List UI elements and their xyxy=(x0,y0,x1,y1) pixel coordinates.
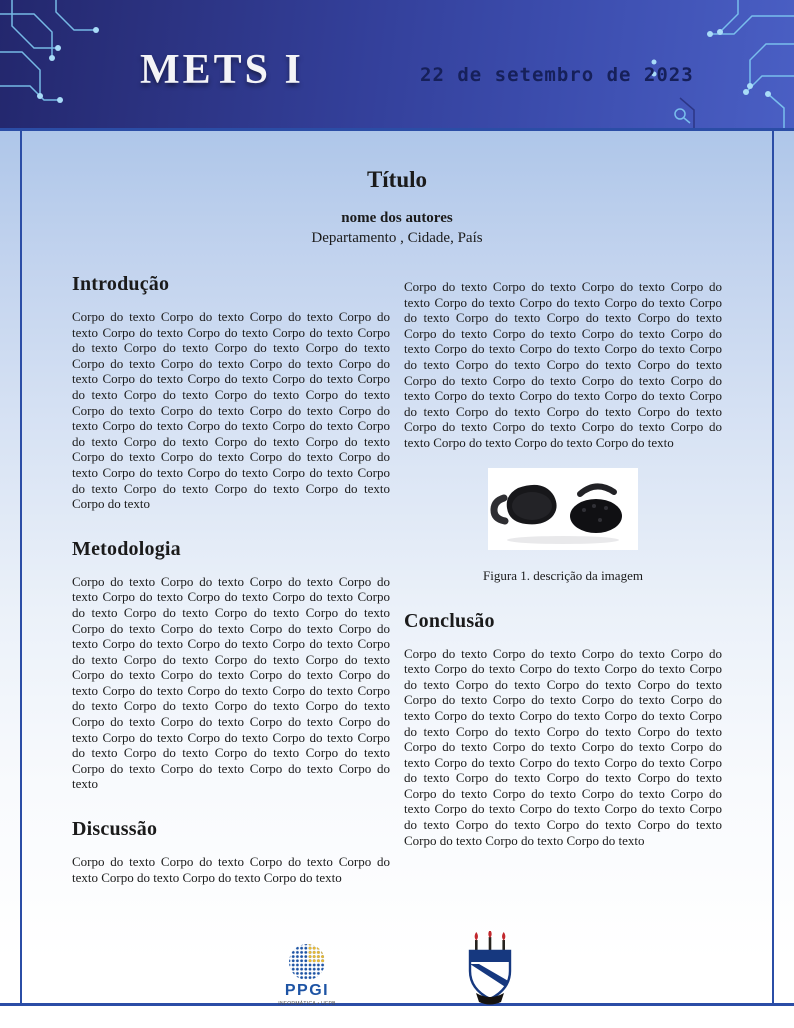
figure-1 xyxy=(404,468,722,584)
event-date: 22 de setembro de 2023 xyxy=(420,64,694,86)
ppgi-logo xyxy=(278,942,335,1007)
continuation-paragraph: Corpo do texto Corpo do texto Corpo do texto Corpo do texto Corpo do texto Corpo do texto Corpo do texto Corpo do texto Corpo do texto Corpo do texto Corpo do texto Corpo do texto Corpo do texto Corpo do texto Corpo do texto Corpo do texto Corpo do texto Corpo do texto Corpo do texto Corpo do texto Corpo do texto Corpo do texto Corpo do texto Corpo do texto Corpo do texto Corpo do texto Corpo do texto Corpo do texto Corpo do texto Corpo do texto Corpo do texto Corpo do texto Corpo do texto Corpo do texto Corpo do texto Corpo do texto Corpo do texto Corpo do texto Corpo do texto Corpo do texto xyxy=(404,279,722,450)
ppgi-globe-icon xyxy=(287,942,327,982)
ppgi-subtitle: INFORMÁTICA • UFPB xyxy=(278,1001,336,1007)
metodologia-paragraph: Corpo do texto Corpo do texto Corpo do texto Corpo do texto Corpo do texto Corpo do texto Corpo do texto Corpo do texto Corpo do texto Corpo do texto Corpo do texto Corpo do texto Corpo do texto Corpo do texto Corpo do texto Corpo do texto Corpo do texto Corpo do texto Corpo do texto Corpo do texto Corpo do texto Corpo do texto Corpo do texto Corpo do texto Corpo do texto Corpo do texto Corpo do texto Corpo do texto Corpo do texto Corpo do texto Corpo do texto Corpo do texto Corpo do texto Corpo do texto Corpo do texto Corpo do texto Corpo do texto Corpo do texto Corpo do texto Corpo do texto Corpo do texto Corpo do texto Corpo do texto Corpo do texto Corpo do texto Corpo do texto Corpo do texto Corpo do texto xyxy=(72,573,390,792)
ufpb-logo xyxy=(464,931,516,1007)
ppgi-wordmark: PPGI xyxy=(284,982,330,1000)
section-heading-metodologia: Metodologia xyxy=(72,537,181,560)
conclusao-paragraph: Corpo do texto Corpo do texto Corpo do texto Corpo do texto Corpo do texto Corpo do texto Corpo do texto Corpo do texto Corpo do texto Corpo do texto Corpo do texto Corpo do texto Corpo do texto Corpo do texto Corpo do texto Corpo do texto Corpo do texto Corpo do texto Corpo do texto Corpo do texto Corpo do texto Corpo do texto Corpo do texto Corpo do texto Corpo do texto Corpo do texto Corpo do texto Corpo do texto Corpo do texto Corpo do texto Corpo do texto Corpo do texto Corpo do texto Corpo do texto Corpo do texto Corpo do texto Corpo do texto Corpo do texto Corpo do texto Corpo do texto Corpo do texto Corpo do texto Corpo do texto Corpo do texto Corpo do texto Corpo do texto Corpo do texto xyxy=(404,645,722,848)
discussao-paragraph: Corpo do texto Corpo do texto Corpo do texto Corpo do texto Corpo do texto Corpo do texto Corpo do texto xyxy=(72,854,390,885)
right-column xyxy=(404,273,722,848)
paper-body xyxy=(0,131,794,885)
section-heading-introducao: Introdução xyxy=(72,273,170,295)
left-column xyxy=(72,273,390,885)
paper-title: Título xyxy=(366,167,428,192)
affiliation-line: Departamento , Cidade, País xyxy=(311,230,483,246)
vr-headsets-image xyxy=(488,468,638,550)
event-title: METS I xyxy=(140,47,304,93)
section-heading-discussao: Discussão xyxy=(72,818,158,841)
footer-logos xyxy=(0,931,794,1007)
section-heading-conclusao: Conclusão xyxy=(404,609,495,632)
event-banner xyxy=(0,0,794,128)
authors-line: nome dos autores xyxy=(341,210,453,226)
two-column-layout xyxy=(72,273,722,885)
circuit-decoration-left-icon xyxy=(0,0,130,128)
header-divider-rule xyxy=(0,128,794,131)
figure-caption: Figura 1. descrição da imagem xyxy=(483,567,643,583)
ufpb-crest-icon xyxy=(464,931,516,1007)
introducao-paragraph: Corpo do texto Corpo do texto Corpo do texto Corpo do texto Corpo do texto Corpo do texto Corpo do texto Corpo do texto Corpo do texto Corpo do texto Corpo do texto Corpo do texto Corpo do texto Corpo do texto Corpo do texto Corpo do texto Corpo do texto Corpo do texto Corpo do texto Corpo do texto Corpo do texto Corpo do texto Corpo do texto Corpo do texto Corpo do texto Corpo do texto Corpo do texto Corpo do texto Corpo do texto Corpo do texto Corpo do texto Corpo do texto Corpo do texto Corpo do texto Corpo do texto Corpo do texto Corpo do texto Corpo do texto Corpo do texto Corpo do texto Corpo do texto Corpo do texto Corpo do texto Corpo do texto Corpo do texto xyxy=(72,309,390,512)
